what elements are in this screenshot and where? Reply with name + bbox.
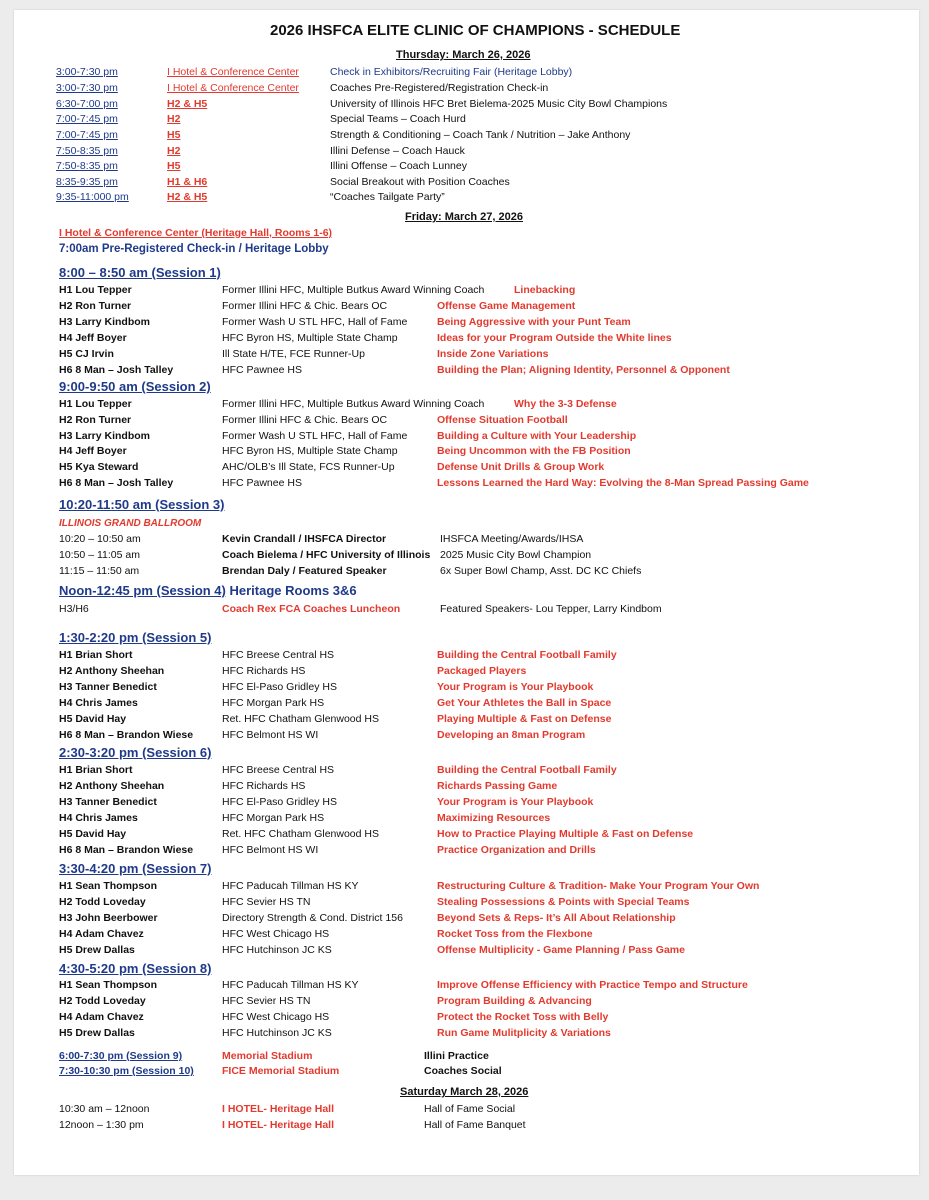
- session-3-description: IHSFCA Meeting/Awards/IHSA: [440, 533, 584, 545]
- session-7-heading: 3:30-4:20 pm (Session 7): [59, 861, 212, 876]
- thursday-row-event: “Coaches Tailgate Party”: [330, 191, 445, 203]
- speaker-affiliation: HFC Morgan Park HS: [222, 696, 325, 709]
- talk-topic: Ideas for your Program Outside the White lines: [437, 331, 672, 344]
- thursday-row-event: Special Teams – Coach Hurd: [330, 113, 466, 125]
- thursday-row-location: H2 & H5: [167, 98, 208, 110]
- speaker-name: H4 Adam Chavez: [59, 1010, 144, 1023]
- thursday-row-location: H2 & H5: [167, 191, 208, 203]
- session-3-speaker: Coach Bielema / HFC University of Illinois: [222, 549, 431, 561]
- session-1-heading: 8:00 – 8:50 am (Session 1): [59, 265, 221, 280]
- session-8-heading: 4:30-5:20 pm (Session 8): [59, 961, 212, 976]
- speaker-name: H6 8 Man – Brandon Wiese: [59, 843, 194, 856]
- talk-topic: Developing an 8man Program: [437, 728, 586, 741]
- talk-topic: Protect the Rocket Toss with Belly: [437, 1010, 609, 1023]
- session-3-time: 10:50 – 11:05 am: [59, 549, 140, 561]
- thursday-row-time: 7:50-8:35 pm: [56, 145, 118, 157]
- friday-venue: I Hotel & Conference Center (Heritage Hall, Rooms 1-6): [59, 227, 333, 239]
- talk-topic: Your Program is Your Playbook: [437, 680, 594, 693]
- evening-session-location: Memorial Stadium: [222, 1050, 313, 1062]
- talk-topic: Inside Zone Variations: [437, 347, 549, 360]
- speaker-affiliation: HFC Richards HS: [222, 779, 306, 792]
- speaker-affiliation: HFC El-Paso Gridley HS: [222, 680, 337, 693]
- speaker-name: H4 Adam Chavez: [59, 927, 144, 940]
- speaker-name: H5 CJ Irvin: [59, 347, 114, 360]
- evening-session-event: Coaches Social: [424, 1065, 502, 1077]
- friday-heading: Friday: March 27, 2026: [405, 211, 524, 223]
- talk-topic: Lessons Learned the Hard Way: Evolving the 8-Man Spread Passing Game: [437, 477, 809, 489]
- speaker-affiliation: HFC Hutchinson JC KS: [222, 1026, 332, 1039]
- evening-session-event: Illini Practice: [424, 1050, 489, 1062]
- talk-topic: Being Aggressive with your Punt Team: [437, 315, 631, 328]
- speaker-affiliation: HFC Byron HS, Multiple State Champ: [222, 445, 398, 458]
- thursday-row-location: H5: [167, 129, 181, 141]
- speaker-name: H4 Chris James: [59, 811, 138, 824]
- speaker-name: H6 8 Man – Brandon Wiese: [59, 728, 194, 741]
- speaker-name: H6 8 Man – Josh Talley: [59, 477, 174, 489]
- saturday-row-time: 12noon – 1:30 pm: [59, 1119, 144, 1131]
- speaker-name: H1 Lou Tepper: [59, 284, 132, 296]
- session-3-description: 2025 Music City Bowl Champion: [440, 549, 592, 561]
- talk-topic: Building a Culture with Your Leadership: [437, 429, 637, 442]
- speaker-name: H2 Ron Turner: [59, 413, 132, 426]
- session-4-event: Coach Rex FCA Coaches Luncheon: [222, 603, 401, 615]
- speaker-affiliation: Former Illini HFC & Chic. Bears OC: [222, 299, 388, 312]
- speaker-affiliation: HFC Pawnee HS: [222, 477, 302, 489]
- speaker-name: H4 Chris James: [59, 696, 138, 709]
- speaker-name: H3 Tanner Benedict: [59, 795, 157, 808]
- session-4-room: H3/H6: [59, 603, 89, 615]
- saturday-row-location: I HOTEL- Heritage Hall: [222, 1103, 335, 1115]
- talk-topic: Richards Passing Game: [437, 779, 558, 792]
- session-3-time: 11:15 – 11:50 am: [59, 565, 140, 577]
- saturday-row-event: Hall of Fame Banquet: [424, 1119, 526, 1131]
- session-3-room: ILLINOIS GRAND BALLROOM: [59, 518, 202, 529]
- speaker-name: H2 Anthony Sheehan: [59, 779, 165, 792]
- saturday-row-event: Hall of Fame Social: [424, 1103, 516, 1115]
- speaker-affiliation: Former Illini HFC & Chic. Bears OC: [222, 413, 388, 426]
- talk-topic: Offense Game Management: [437, 299, 576, 312]
- speaker-name: H1 Brian Short: [59, 764, 133, 776]
- speaker-affiliation: HFC Belmont HS WI: [222, 728, 319, 741]
- thursday-row-event: Social Breakout with Position Coaches: [330, 176, 510, 188]
- thursday-row-location: I Hotel & Conference Center: [167, 82, 299, 94]
- talk-topic: How to Practice Playing Multiple & Fast on Defense: [437, 827, 694, 840]
- talk-topic: Restructuring Culture & Tradition- Make Your Program Your Own: [437, 880, 760, 892]
- speaker-affiliation: HFC Paducah Tillman HS KY: [222, 979, 359, 991]
- thursday-row-event: Coaches Pre-Registered/Registration Check-in: [330, 82, 549, 94]
- talk-topic: Practice Organization and Drills: [437, 843, 596, 856]
- speaker-affiliation: HFC Pawnee HS: [222, 363, 302, 376]
- speaker-name: H2 Ron Turner: [59, 299, 132, 312]
- thursday-row-location: H2: [167, 113, 181, 125]
- talk-topic: Packaged Players: [437, 664, 527, 677]
- speaker-affiliation: Former Wash U STL HFC, Hall of Fame: [222, 429, 408, 442]
- thursday-row-location: H5: [167, 160, 181, 172]
- speaker-name: H3 Larry Kindbom: [59, 315, 151, 328]
- speaker-affiliation: Ill State H/TE, FCE Runner-Up: [222, 347, 365, 360]
- speaker-affiliation: HFC Byron HS, Multiple State Champ: [222, 331, 398, 344]
- thursday-row-time: 6:30-7:00 pm: [56, 98, 118, 110]
- thursday-row-location: H2: [167, 145, 181, 157]
- session-3-speaker: Kevin Crandall / IHSFCA Director: [222, 533, 387, 545]
- thursday-row-location: H1 & H6: [167, 176, 208, 188]
- page-title: 2026 IHSFCA ELITE CLINIC OF CHAMPIONS - SCHEDULE: [270, 22, 681, 39]
- speaker-affiliation: AHC/OLB’s Ill State, FCS Runner-Up: [222, 461, 395, 474]
- speaker-affiliation: HFC Sevier HS TN: [222, 895, 311, 908]
- talk-topic: Why the 3-3 Defense: [514, 398, 617, 410]
- evening-session-time: 7:30-10:30 pm (Session 10): [59, 1065, 194, 1077]
- evening-session-location: FICE Memorial Stadium: [222, 1065, 340, 1077]
- talk-topic: Beyond Sets & Reps- It’s All About Relationship: [437, 911, 676, 924]
- session-4-heading: [59, 584, 357, 597]
- speaker-affiliation: HFC Sevier HS TN: [222, 994, 311, 1007]
- talk-topic: Maximizing Resources: [437, 811, 551, 824]
- speaker-name: H5 Drew Dallas: [59, 1026, 135, 1039]
- thursday-heading: Thursday: March 26, 2026: [396, 49, 531, 61]
- speaker-affiliation: HFC Hutchinson JC KS: [222, 943, 332, 956]
- speaker-affiliation: Directory Strength & Cond. District 156: [222, 911, 403, 924]
- speaker-name: H3 Larry Kindbom: [59, 429, 151, 442]
- thursday-row-time: 7:00-7:45 pm: [56, 129, 118, 141]
- speaker-name: H1 Lou Tepper: [59, 398, 132, 410]
- speaker-affiliation: Former Illini HFC, Multiple Butkus Award Winning Coach: [222, 284, 485, 296]
- saturday-row-time: 10:30 am – 12noon: [59, 1103, 150, 1115]
- speaker-affiliation: Former Wash U STL HFC, Hall of Fame: [222, 315, 408, 328]
- talk-topic: Building the Central Football Family: [437, 649, 617, 661]
- speaker-name: H1 Sean Thompson: [59, 979, 158, 991]
- talk-topic: Building the Plan; Aligning Identity, Personnel & Opponent: [437, 363, 730, 376]
- speaker-name: H1 Sean Thompson: [59, 880, 158, 892]
- thursday-row-event: Check in Exhibitors/Recruiting Fair (Heritage Lobby): [330, 66, 573, 78]
- speaker-affiliation: HFC Paducah Tillman HS KY: [222, 880, 359, 892]
- session-2-heading: 9:00-9:50 am (Session 2): [59, 379, 211, 394]
- session-3-time: 10:20 – 10:50 am: [59, 533, 141, 545]
- thursday-row-time: 7:50-8:35 pm: [56, 160, 118, 172]
- thursday-row-event: University of Illinois HFC Bret Bielema-2025 Music City Bowl Champions: [330, 98, 668, 110]
- speaker-affiliation: HFC El-Paso Gridley HS: [222, 795, 337, 808]
- session-3-speaker: Brendan Daly / Featured Speaker: [222, 565, 387, 577]
- speaker-affiliation: HFC Breese Central HS: [222, 764, 335, 776]
- session-5-heading: 1:30-2:20 pm (Session 5): [59, 630, 212, 645]
- talk-topic: Defense Unit Drills & Group Work: [437, 461, 605, 474]
- talk-topic: Stealing Possessions & Points with Special Teams: [437, 895, 690, 908]
- thursday-row-time: 3:00-7:30 pm: [56, 82, 118, 94]
- evening-session-time: 6:00-7:30 pm (Session 9): [59, 1050, 183, 1062]
- speaker-name: H4 Jeff Boyer: [59, 445, 127, 458]
- speaker-name: H5 David Hay: [59, 827, 127, 840]
- speaker-name: H2 Anthony Sheehan: [59, 664, 165, 677]
- session-4-time: Noon-12:45 pm (Session 4): [59, 583, 226, 598]
- talk-topic: Building the Central Football Family: [437, 764, 617, 776]
- thursday-row-time: 9:35-11:000 pm: [56, 191, 129, 203]
- talk-topic: Linebacking: [514, 284, 576, 296]
- friday-checkin: 7:00am Pre-Registered Check-in / Heritage Lobby: [59, 243, 329, 255]
- session-4-note: Featured Speakers- Lou Tepper, Larry Kindbom: [440, 603, 662, 615]
- thursday-row-time: 3:00-7:30 pm: [56, 66, 118, 78]
- thursday-row-event: Illini Offense – Coach Lunney: [330, 160, 467, 172]
- speaker-affiliation: Ret. HFC Chatham Glenwood HS: [222, 712, 379, 725]
- talk-topic: Offense Situation Football: [437, 413, 568, 426]
- speaker-name: H3 Tanner Benedict: [59, 680, 157, 693]
- speaker-name: H4 Jeff Boyer: [59, 331, 127, 344]
- speaker-affiliation: HFC Breese Central HS: [222, 649, 335, 661]
- talk-topic: Run Game Mulitplicity & Variations: [437, 1026, 611, 1039]
- talk-topic: Rocket Toss from the Flexbone: [437, 927, 593, 940]
- schedule-document: [14, 10, 919, 1175]
- speaker-name: H5 David Hay: [59, 712, 127, 725]
- speaker-name: H5 Drew Dallas: [59, 943, 135, 956]
- speaker-name: H6 8 Man – Josh Talley: [59, 363, 174, 376]
- speaker-name: H1 Brian Short: [59, 649, 133, 661]
- talk-topic: Your Program is Your Playbook: [437, 795, 594, 808]
- thursday-row-event: Illini Defense – Coach Hauck: [330, 145, 465, 157]
- saturday-row-location: I HOTEL- Heritage Hall: [222, 1119, 335, 1131]
- thursday-row-location: I Hotel & Conference Center: [167, 66, 299, 78]
- speaker-name: H2 Todd Loveday: [59, 895, 146, 908]
- speaker-affiliation: HFC West Chicago HS: [222, 1010, 330, 1023]
- talk-topic: Improve Offense Efficiency with Practice Tempo and Structure: [437, 979, 748, 991]
- speaker-name: H3 John Beerbower: [59, 911, 158, 924]
- thursday-row-event: Strength & Conditioning – Coach Tank / Nutrition – Jake Anthony: [330, 129, 631, 141]
- talk-topic: Playing Multiple & Fast on Defense: [437, 712, 612, 725]
- session-3-heading: 10:20-11:50 am (Session 3): [59, 497, 225, 512]
- speaker-name: H2 Todd Loveday: [59, 994, 146, 1007]
- talk-topic: Being Uncommon with the FB Position: [437, 445, 631, 458]
- speaker-name: H5 Kya Steward: [59, 461, 139, 474]
- speaker-affiliation: HFC West Chicago HS: [222, 927, 330, 940]
- speaker-affiliation: Former Illini HFC, Multiple Butkus Award Winning Coach: [222, 398, 485, 410]
- session-6-heading: 2:30-3:20 pm (Session 6): [59, 745, 212, 760]
- session-4-room-name: Heritage Rooms 3&6: [225, 583, 357, 598]
- thursday-row-time: 7:00-7:45 pm: [56, 113, 118, 125]
- talk-topic: Program Building & Advancing: [437, 994, 592, 1007]
- speaker-affiliation: HFC Belmont HS WI: [222, 843, 319, 856]
- saturday-heading: Saturday March 28, 2026: [400, 1086, 529, 1098]
- talk-topic: Get Your Athletes the Ball in Space: [437, 696, 612, 709]
- thursday-row-time: 8:35-9:35 pm: [56, 176, 118, 188]
- talk-topic: Offense Multiplicity - Game Planning / Pass Game: [437, 943, 685, 956]
- speaker-affiliation: HFC Richards HS: [222, 664, 306, 677]
- speaker-affiliation: Ret. HFC Chatham Glenwood HS: [222, 827, 379, 840]
- speaker-affiliation: HFC Morgan Park HS: [222, 811, 325, 824]
- session-3-description: 6x Super Bowl Champ, Asst. DC KC Chiefs: [440, 565, 642, 577]
